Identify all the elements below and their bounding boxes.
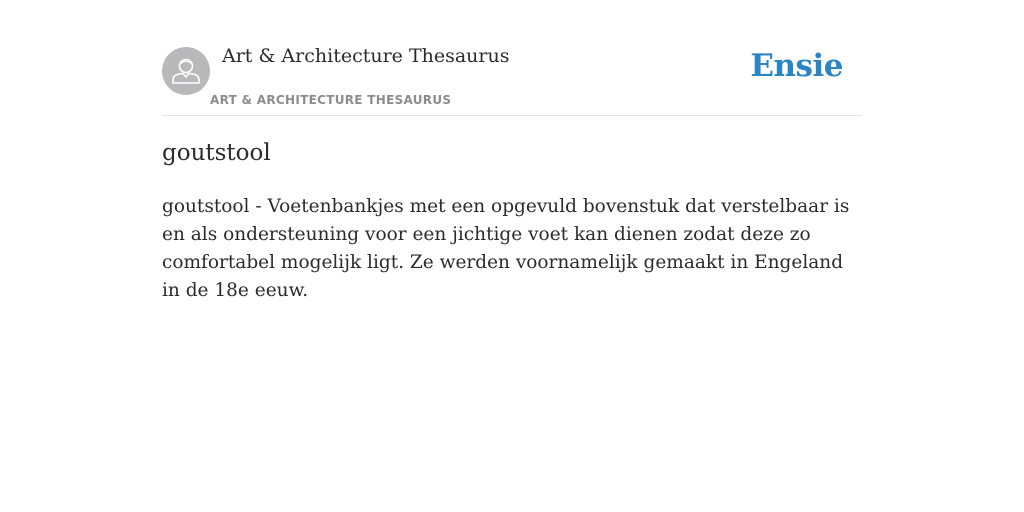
source-title[interactable]: Art & Architecture Thesaurus [222,45,510,67]
user-avatar-icon[interactable] [162,47,210,95]
term-title: goutstool [162,140,271,166]
entry-header [162,0,862,116]
entry-card [162,0,862,512]
term-definition: goutstool - Voetenbankjes met een opgevuld bovenstuk dat verstelbaar is en als ondersteuning voor een jichtige voet kan dienen zodat deze zo comfortabel mogelijk ligt. Ze werden voornamelijk gemaakt in Engeland in de 18e eeuw. [162,196,850,301]
ensie-logo-link[interactable]: Ensie [750,48,843,84]
source-subtitle[interactable]: ART & ARCHITECTURE THESAURUS [210,93,452,107]
